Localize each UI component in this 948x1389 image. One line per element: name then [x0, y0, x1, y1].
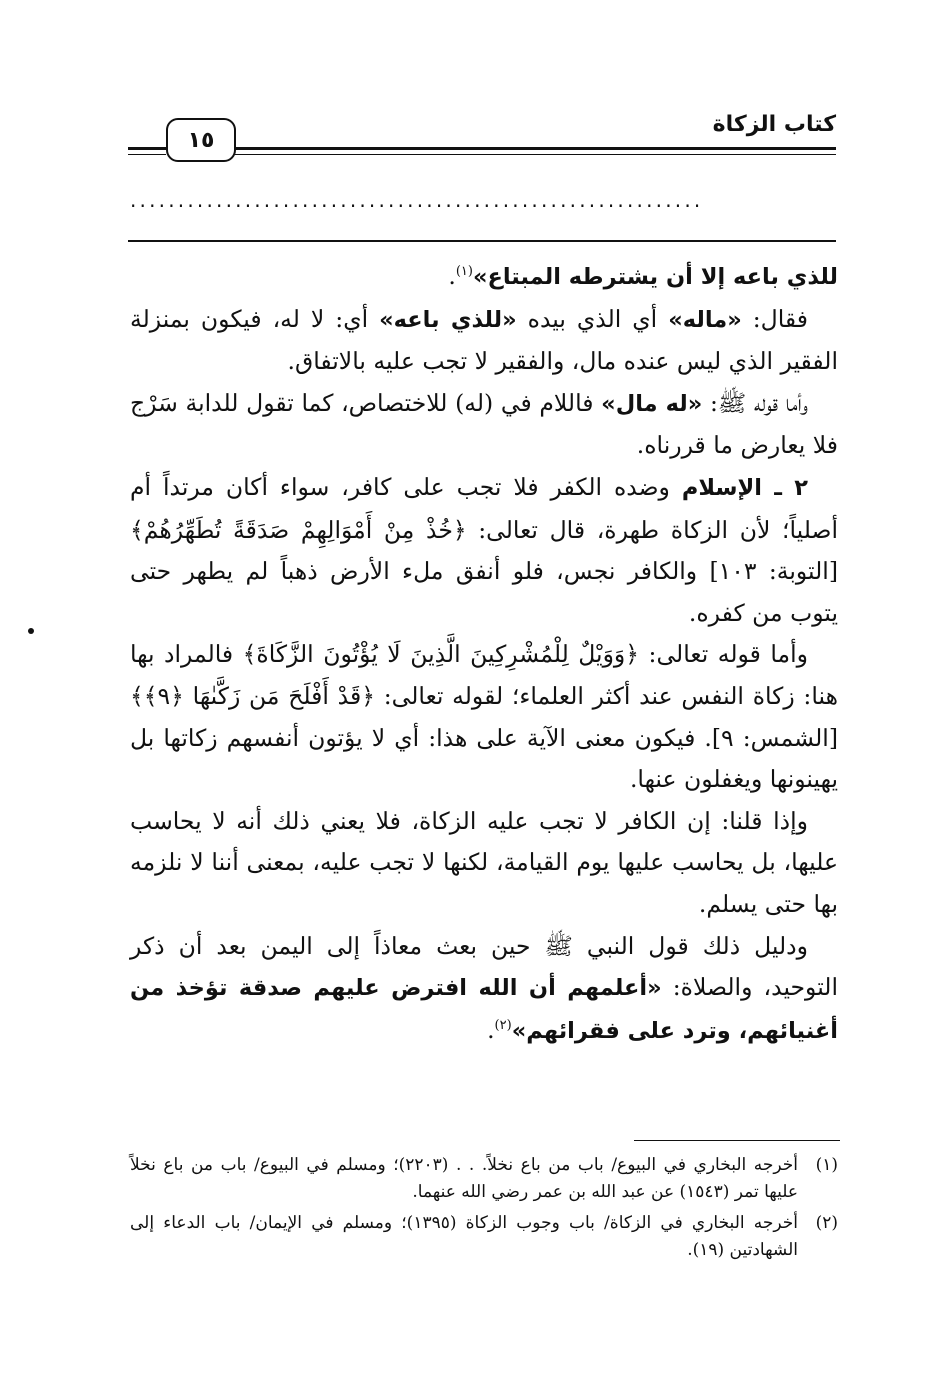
- dotted-separator: ............................................................: [130, 188, 704, 212]
- footnote-ref-2[interactable]: (٢): [494, 1017, 512, 1033]
- text-run: وأما قوله تعالى: ﴿وَوَيْلٌ لِلْمُشْرِكِينَ الَّذِينَ لَا يُؤْتُونَ الزَّكَاةَ﴾ فالمراد بها هنا: زكاة النفس عند أكثر العلماء؛ لقوله تعالى: ﴿قَدْ أَفْلَحَ مَن زَكَّىٰهَا ﴿٩﴾﴾ [الشمس: ٩]. فيكون معنى الآية على هذا: أي لا يؤتون أنفسهم زكاتها بل يهينونها ويغفلون عنها.: [130, 640, 838, 794]
- paragraph-4: [130, 467, 838, 634]
- bold-term: «ماله»: [668, 306, 742, 333]
- footnotes: [130, 1152, 838, 1268]
- chapter-title: كتاب الزكاة: [712, 112, 836, 137]
- bold-term: «له مال»: [601, 390, 703, 417]
- header-rule-short-thick: [128, 147, 166, 150]
- header-rule-thick: [232, 147, 836, 150]
- text-run: أي الذي بيده: [516, 304, 669, 333]
- main-text: [130, 256, 838, 1052]
- footnote-number: (١): [815, 1155, 838, 1175]
- paragraph-7: [130, 926, 838, 1053]
- footnote-1: [130, 1152, 838, 1206]
- text-run: وأما قوله ﷺ:: [702, 388, 808, 417]
- hadith-quote: للذي باعه إلا أن يشترطه المبتاع»: [472, 264, 838, 290]
- header-rule-thin: [232, 154, 836, 155]
- header-rule-short-thin: [128, 154, 166, 155]
- footnote-rule: [634, 1140, 840, 1141]
- paragraph-2: [130, 299, 838, 383]
- section-heading: ٢ ـ الإسلام: [681, 474, 808, 501]
- footnote-text: أخرجه البخاري في البيوع/ باب من باع نخلاً. . . (٢٢٠٣)؛ ومسلم في البيوع/ باب من باع نخلاً عليها تمر (١٥٤٣) عن عبد الله بن عمر رضي الله عنهما.: [130, 1155, 799, 1202]
- period: .: [448, 262, 456, 290]
- footnote-ref-1[interactable]: (١): [455, 264, 473, 280]
- text-run: فاللام في (له) للاختصاص، كما تقول للدابة سَرْج فلا يعارض ما قررناه.: [130, 388, 838, 460]
- margin-dot: [28, 628, 34, 634]
- text-run: ودليل ذلك قول النبي ﷺ حين بعث معاذاً إلى اليمن بعد أن ذكر التوحيد، والصلاة:: [130, 931, 838, 1002]
- text-run: وإذا قلنا: إن الكافر لا تجب عليه الزكاة، فلا يعني ذلك أنه لا يحاسب عليها، بل يحاسب عليها يوم القيامة، لكنها لا تجب عليه، بمعنى أننا لا نلزمه بها حتى يسلم.: [130, 806, 838, 918]
- section-rule: [128, 240, 836, 242]
- hadith-quote: «أعلمهم أن الله افترض عليهم صدقة تؤخذ من أغنيائهم، وترد على فقرائهم»: [130, 975, 838, 1044]
- text-run: أي: لا له، فيكون بمنزلة الفقير الذي ليس عنده مال، والفقير لا تجب عليه بالاتفاق.: [130, 304, 838, 376]
- paragraph-5: [130, 634, 838, 800]
- text-run: وضده الكفر فلا تجب على كافر، سواء أكان مرتداً أم أصلياً؛ لأن الزكاة طهرة، قال تعالى: ﴿خُذْ مِنْ أَمْوَالِهِمْ صَدَقَةً تُطَهِّرُهُمْ﴾ [التوبة: ١٠٣] والكافر نجس، فلو أنفق ملء الأرض ذهباً لم يطهر حتى يتوب من كفره.: [130, 472, 838, 627]
- text-run: فقال:: [741, 304, 808, 333]
- period: .: [487, 1015, 495, 1044]
- footnote-number: (٢): [815, 1213, 838, 1233]
- paragraph-6: [130, 801, 838, 926]
- page-number: ١٥: [166, 118, 236, 162]
- paragraph-1: [130, 256, 838, 299]
- bold-term: «للذي باعه»: [379, 306, 517, 333]
- footnote-2: [130, 1210, 838, 1264]
- footnote-text: أخرجه البخاري في الزكاة/ باب وجوب الزكاة (١٣٩٥)؛ ومسلم في الإيمان/ باب الدعاء إلى الشهادتين (١٩).: [130, 1213, 798, 1260]
- paragraph-3: [130, 383, 838, 467]
